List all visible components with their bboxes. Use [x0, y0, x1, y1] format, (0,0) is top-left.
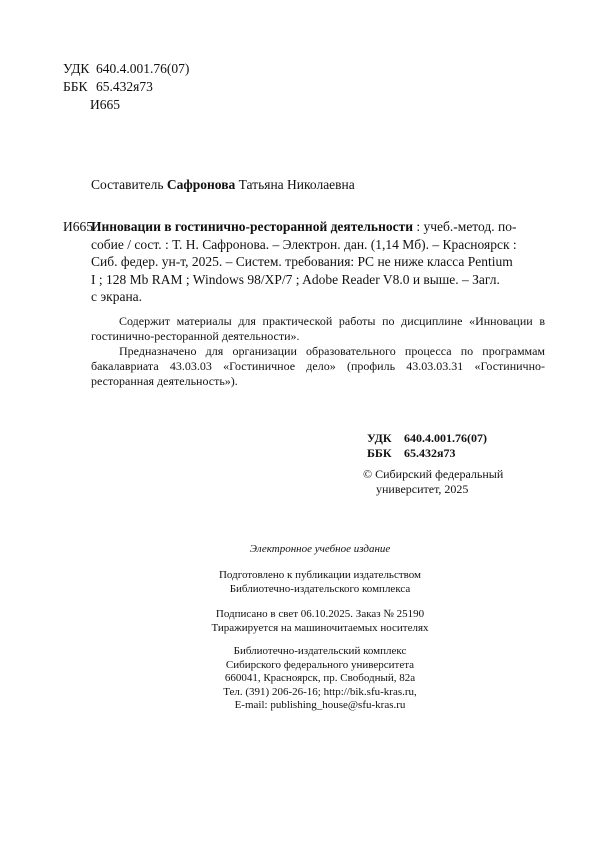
udk-right-row [367, 431, 487, 446]
publisher-contacts: Тел. (391) 206-26-16; http://bik.sfu-kras.ru, [223, 685, 417, 698]
annotation-paragraph-2: Предназначено для организации образовательного процесса по программам бакалавриата 43.03.03 «Гостиничное дело» (профиль 43.03.03.31 «Гостинично-ресторанная деятельность»). [91, 344, 545, 388]
compiler-surname: Сафронова [166, 177, 236, 192]
publisher-line-1: Библиотечно-издательский комплекс [233, 645, 407, 657]
udk-row [63, 60, 189, 78]
publisher-line-2: Сибирского федерального университета [225, 658, 415, 671]
compiler-line [91, 177, 355, 193]
udk-right-label: УДК [367, 431, 392, 445]
publisher-block [150, 645, 490, 713]
biblio-line-1 [63, 218, 545, 236]
publisher-address: 660041, Красноярск, пр. Свободный, 82а [224, 672, 416, 684]
author-mark: И665 [90, 97, 120, 112]
udk-block-top [63, 60, 189, 114]
compiler-label: Составитель [91, 177, 164, 192]
bbk-right-code: 65.432я73 [404, 446, 456, 460]
bbk-label: ББК [63, 79, 88, 94]
udk-block-right [367, 431, 487, 461]
prepared-line-1: Подготовлено к публикации издательством [218, 569, 422, 581]
bbk-code: 65.432я73 [96, 79, 153, 94]
publisher-email: E-mail: publishing_house@sfu-kras.ru [234, 699, 406, 711]
copies-line: Тиражируется на машиночитаемых носителях [211, 621, 429, 634]
bbk-right-row [367, 446, 487, 461]
bbk-right-label: ББК [367, 446, 392, 460]
udk-label: УДК [63, 61, 90, 76]
author-mark-row [63, 96, 189, 114]
signed-line: Подписано в свет 06.10.2025. Заказ № 25190 [215, 608, 425, 620]
copyright-notice [363, 467, 503, 497]
annotation-paragraph-1: Содержит материалы для практической работы по дисциплине «Инновации в гостинично-ресторанной деятельности». [91, 314, 545, 343]
edition-type [150, 543, 490, 557]
signed-block [150, 608, 490, 635]
compiler-name: Татьяна Николаевна [238, 177, 355, 192]
udk-right-code: 640.4.001.76(07) [404, 431, 487, 445]
biblio-line-3: Сиб. федер. ун-т, 2025. – Систем. требования: PC не ниже класса Pentium [91, 254, 513, 269]
prepared-block [150, 569, 490, 596]
edition-label: Электронное учебное издание [249, 543, 391, 555]
biblio-line-5: с экрана. [91, 289, 143, 304]
bibliographic-record [63, 218, 545, 306]
biblio-code: И665 [63, 219, 93, 234]
book-title: Инновации в гостинично-ресторанной деятельности [91, 219, 413, 234]
bbk-row [63, 78, 189, 96]
prepared-line-2: Библиотечно-издательского комплекса [229, 582, 411, 595]
biblio-line-2: собие / сост. : Т. Н. Сафронова. – Электрон. дан. (1,14 Мб). – Красноярск : [91, 236, 517, 252]
annotation [91, 314, 545, 389]
udk-code: 640.4.001.76(07) [96, 61, 190, 76]
copyright-line-1: © Сибирский федеральный [363, 467, 504, 481]
biblio-line-1-rest: : учеб.-метод. по- [413, 219, 517, 234]
biblio-line-4: I ; 128 Mb RAM ; Windows 98/XP/7 ; Adobe Reader V8.0 и выше. – Загл. [91, 271, 500, 287]
copyright-line-2: университет, 2025 [376, 482, 469, 496]
